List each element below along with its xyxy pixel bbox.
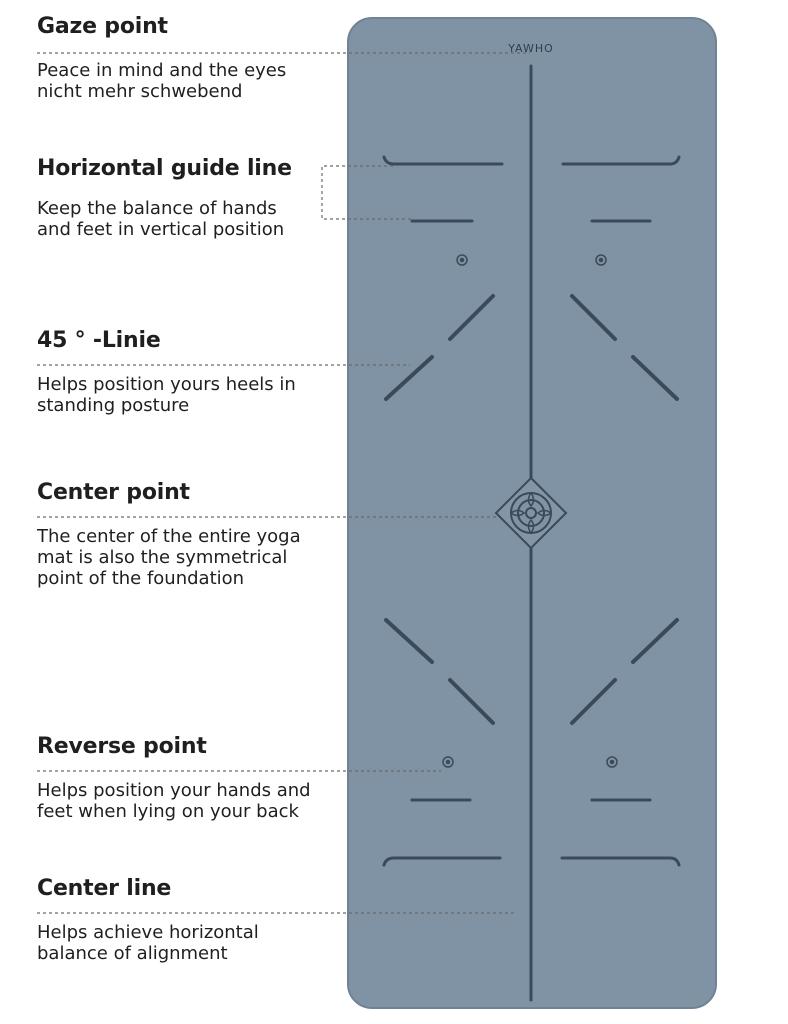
feature-description: Peace in mind and the eyes nicht mehr schwebend [37, 60, 287, 102]
feature-description: The center of the entire yoga mat is also the symmetrical point of the foundation [37, 526, 301, 589]
feature-description: Helps position your hands and feet when lying on your back [37, 780, 311, 822]
feature-center-line [37, 876, 259, 964]
feature-description: Helps achieve horizontal balance of alignment [37, 922, 259, 964]
feature-title: Reverse point [37, 734, 207, 759]
feature-title: Center line [37, 876, 172, 901]
brand-logo-text: YAWHO [508, 42, 554, 55]
feature-title: Horizontal guide line [37, 156, 292, 181]
feature-center-point [37, 480, 301, 589]
feature-reverse-point [37, 734, 311, 822]
feature-title: Center point [37, 480, 190, 505]
feature-description: Helps position yours heels in standing posture [37, 374, 296, 416]
feature-title: 45 ° -Linie [37, 328, 161, 353]
feature-45-line [37, 328, 296, 416]
feature-title: Gaze point [37, 14, 168, 39]
feature-horizontal-guide-line [37, 156, 292, 240]
feature-description: Keep the balance of hands and feet in vertical position [37, 198, 285, 240]
feature-gaze-point [37, 14, 286, 102]
